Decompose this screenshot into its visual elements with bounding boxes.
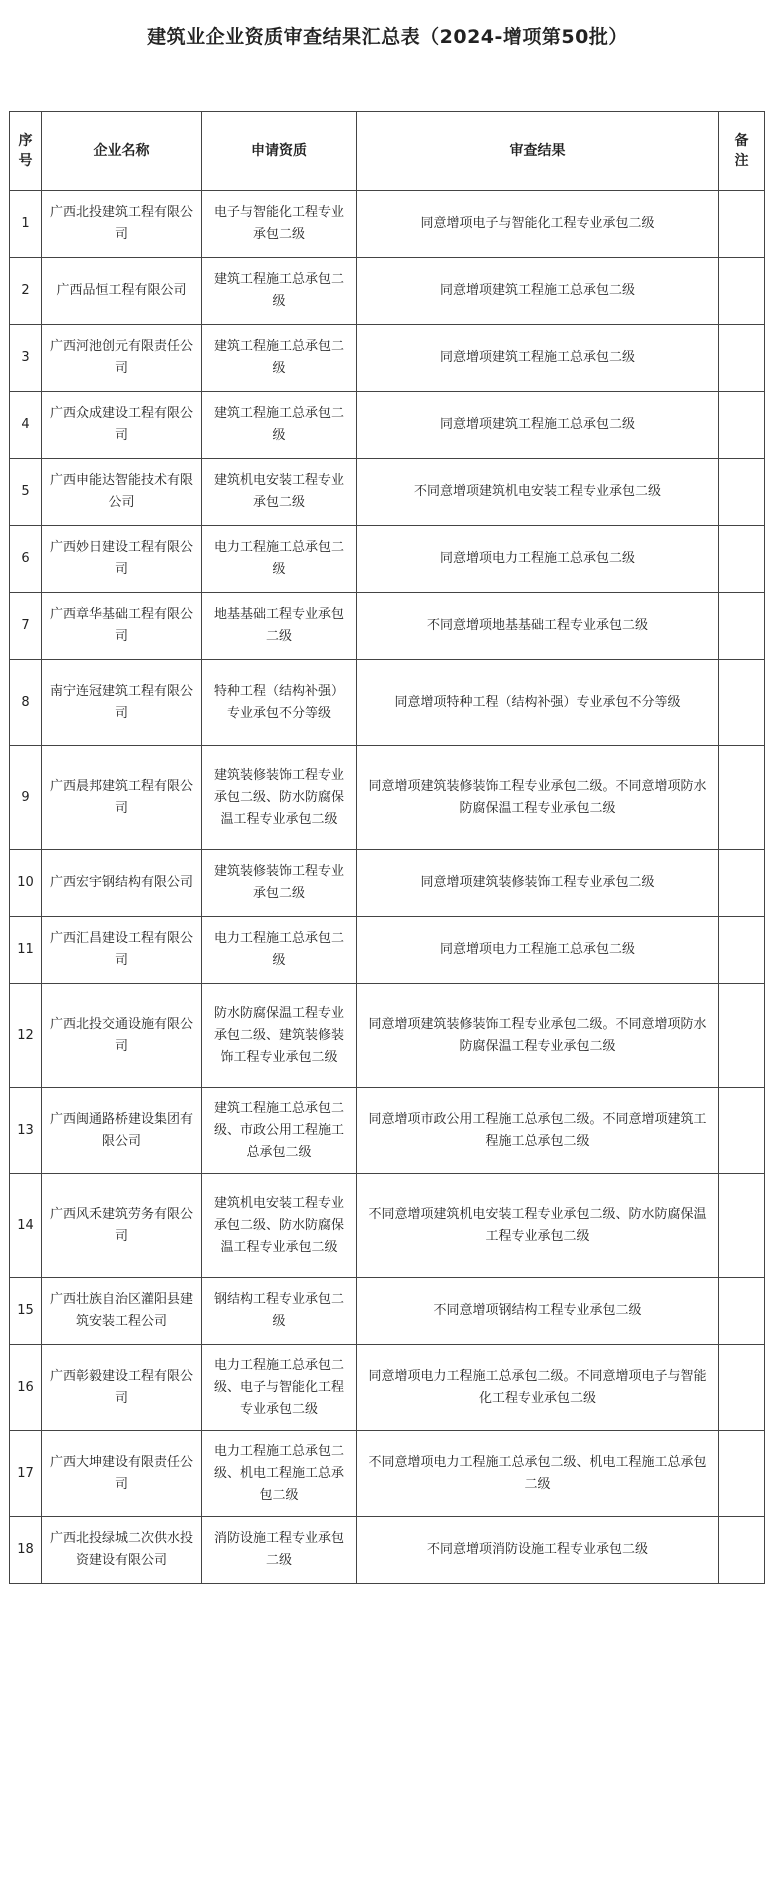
- review-result: 同意增项建筑工程施工总承包二级: [357, 392, 719, 459]
- remark-cell: [719, 191, 765, 258]
- header-result: 审查结果: [357, 112, 719, 191]
- row-index: 15: [10, 1278, 42, 1345]
- review-result: 同意增项建筑装修装饰工程专业承包二级。不同意增项防水防腐保温工程专业承包二级: [357, 746, 719, 850]
- company-name: 广西妙日建设工程有限公司: [42, 526, 202, 593]
- table-row: [10, 1345, 765, 1431]
- row-index: 5: [10, 459, 42, 526]
- applied-qualification: 电子与智能化工程专业承包二级: [202, 191, 357, 258]
- applied-qualification: 建筑装修装饰工程专业承包二级、防水防腐保温工程专业承包二级: [202, 746, 357, 850]
- header-qualification: 申请资质: [202, 112, 357, 191]
- table-row: [10, 1174, 765, 1278]
- table-row: [10, 191, 765, 258]
- applied-qualification: 建筑机电安装工程专业承包二级: [202, 459, 357, 526]
- company-name: 南宁连冠建筑工程有限公司: [42, 660, 202, 746]
- remark-cell: [719, 392, 765, 459]
- applied-qualification: 电力工程施工总承包二级: [202, 526, 357, 593]
- remark-cell: [719, 1517, 765, 1584]
- applied-qualification: 钢结构工程专业承包二级: [202, 1278, 357, 1345]
- remark-cell: [719, 850, 765, 917]
- remark-cell: [719, 459, 765, 526]
- review-result: 不同意增项建筑机电安装工程专业承包二级、防水防腐保温工程专业承包二级: [357, 1174, 719, 1278]
- remark-cell: [719, 325, 765, 392]
- remark-cell: [719, 1088, 765, 1174]
- table-row: [10, 850, 765, 917]
- remark-cell: [719, 526, 765, 593]
- company-name: 广西众成建设工程有限公司: [42, 392, 202, 459]
- table-row: [10, 984, 765, 1088]
- remark-cell: [719, 660, 765, 746]
- row-index: 8: [10, 660, 42, 746]
- table-header-row: [10, 112, 765, 191]
- row-index: 14: [10, 1174, 42, 1278]
- table-row: [10, 1517, 765, 1584]
- company-name: 广西晨邦建筑工程有限公司: [42, 746, 202, 850]
- company-name: 广西章华基础工程有限公司: [42, 593, 202, 660]
- review-result: 同意增项建筑工程施工总承包二级: [357, 325, 719, 392]
- company-name: 广西河池创元有限责任公司: [42, 325, 202, 392]
- remark-cell: [719, 746, 765, 850]
- applied-qualification: 建筑工程施工总承包二级: [202, 325, 357, 392]
- table-row: [10, 1431, 765, 1517]
- company-name: 广西大坤建设有限责任公司: [42, 1431, 202, 1517]
- applied-qualification: 电力工程施工总承包二级、机电工程施工总承包二级: [202, 1431, 357, 1517]
- review-result: 同意增项建筑装修装饰工程专业承包二级。不同意增项防水防腐保温工程专业承包二级: [357, 984, 719, 1088]
- row-index: 7: [10, 593, 42, 660]
- remark-cell: [719, 984, 765, 1088]
- table-row: [10, 392, 765, 459]
- table-row: [10, 1278, 765, 1345]
- row-index: 9: [10, 746, 42, 850]
- review-result: 同意增项建筑工程施工总承包二级: [357, 258, 719, 325]
- company-name: 广西北投绿城二次供水投资建设有限公司: [42, 1517, 202, 1584]
- applied-qualification: 建筑装修装饰工程专业承包二级: [202, 850, 357, 917]
- applied-qualification: 特种工程（结构补强）专业承包不分等级: [202, 660, 357, 746]
- review-result: 同意增项电力工程施工总承包二级: [357, 917, 719, 984]
- table-row: [10, 325, 765, 392]
- review-result: 同意增项电力工程施工总承包二级: [357, 526, 719, 593]
- company-name: 广西风禾建筑劳务有限公司: [42, 1174, 202, 1278]
- row-index: 4: [10, 392, 42, 459]
- applied-qualification: 建筑工程施工总承包二级: [202, 258, 357, 325]
- company-name: 广西品恒工程有限公司: [42, 258, 202, 325]
- remark-cell: [719, 1278, 765, 1345]
- review-result: 同意增项建筑装修装饰工程专业承包二级: [357, 850, 719, 917]
- header-remark: 备 注: [719, 112, 765, 191]
- company-name: 广西北投交通设施有限公司: [42, 984, 202, 1088]
- applied-qualification: 建筑工程施工总承包二级、市政公用工程施工总承包二级: [202, 1088, 357, 1174]
- page-title: 建筑业企业资质审查结果汇总表（2024-增项第50批）: [147, 26, 628, 48]
- table-row: [10, 1088, 765, 1174]
- table-row: [10, 593, 765, 660]
- row-index: 18: [10, 1517, 42, 1584]
- table-row: [10, 746, 765, 850]
- review-result: 不同意增项消防设施工程专业承包二级: [357, 1517, 719, 1584]
- row-index: 17: [10, 1431, 42, 1517]
- review-result: 同意增项电子与智能化工程专业承包二级: [357, 191, 719, 258]
- table-row: [10, 526, 765, 593]
- review-result: 不同意增项钢结构工程专业承包二级: [357, 1278, 719, 1345]
- row-index: 16: [10, 1345, 42, 1431]
- row-index: 11: [10, 917, 42, 984]
- row-index: 12: [10, 984, 42, 1088]
- applied-qualification: 地基基础工程专业承包二级: [202, 593, 357, 660]
- remark-cell: [719, 1345, 765, 1431]
- review-result: 不同意增项电力工程施工总承包二级、机电工程施工总承包二级: [357, 1431, 719, 1517]
- review-result: 同意增项电力工程施工总承包二级。不同意增项电子与智能化工程专业承包二级: [357, 1345, 719, 1431]
- remark-cell: [719, 1174, 765, 1278]
- company-name: 广西彰毅建设工程有限公司: [42, 1345, 202, 1431]
- applied-qualification: 消防设施工程专业承包二级: [202, 1517, 357, 1584]
- company-name: 广西壮族自治区灌阳县建筑安装工程公司: [42, 1278, 202, 1345]
- remark-cell: [719, 593, 765, 660]
- review-result: 不同意增项地基基础工程专业承包二级: [357, 593, 719, 660]
- review-result: 同意增项市政公用工程施工总承包二级。不同意增项建筑工程施工总承包二级: [357, 1088, 719, 1174]
- row-index: 6: [10, 526, 42, 593]
- row-index: 2: [10, 258, 42, 325]
- remark-cell: [719, 1431, 765, 1517]
- header-index: 序 号: [10, 112, 42, 191]
- company-name: 广西闽通路桥建设集团有限公司: [42, 1088, 202, 1174]
- company-name: 广西宏宇钢结构有限公司: [42, 850, 202, 917]
- row-index: 3: [10, 325, 42, 392]
- applied-qualification: 电力工程施工总承包二级、电子与智能化工程专业承包二级: [202, 1345, 357, 1431]
- review-result: 同意增项特种工程（结构补强）专业承包不分等级: [357, 660, 719, 746]
- remark-cell: [719, 917, 765, 984]
- remark-cell: [719, 258, 765, 325]
- results-table: [9, 111, 765, 1584]
- company-name: 广西汇昌建设工程有限公司: [42, 917, 202, 984]
- company-name: 广西申能达智能技术有限公司: [42, 459, 202, 526]
- table-row: [10, 660, 765, 746]
- table-row: [10, 258, 765, 325]
- review-result: 不同意增项建筑机电安装工程专业承包二级: [357, 459, 719, 526]
- row-index: 10: [10, 850, 42, 917]
- row-index: 1: [10, 191, 42, 258]
- applied-qualification: 电力工程施工总承包二级: [202, 917, 357, 984]
- table-row: [10, 459, 765, 526]
- applied-qualification: 防水防腐保温工程专业承包二级、建筑装修装饰工程专业承包二级: [202, 984, 357, 1088]
- row-index: 13: [10, 1088, 42, 1174]
- table-row: [10, 917, 765, 984]
- company-name: 广西北投建筑工程有限公司: [42, 191, 202, 258]
- applied-qualification: 建筑机电安装工程专业承包二级、防水防腐保温工程专业承包二级: [202, 1174, 357, 1278]
- applied-qualification: 建筑工程施工总承包二级: [202, 392, 357, 459]
- header-company: 企业名称: [42, 112, 202, 191]
